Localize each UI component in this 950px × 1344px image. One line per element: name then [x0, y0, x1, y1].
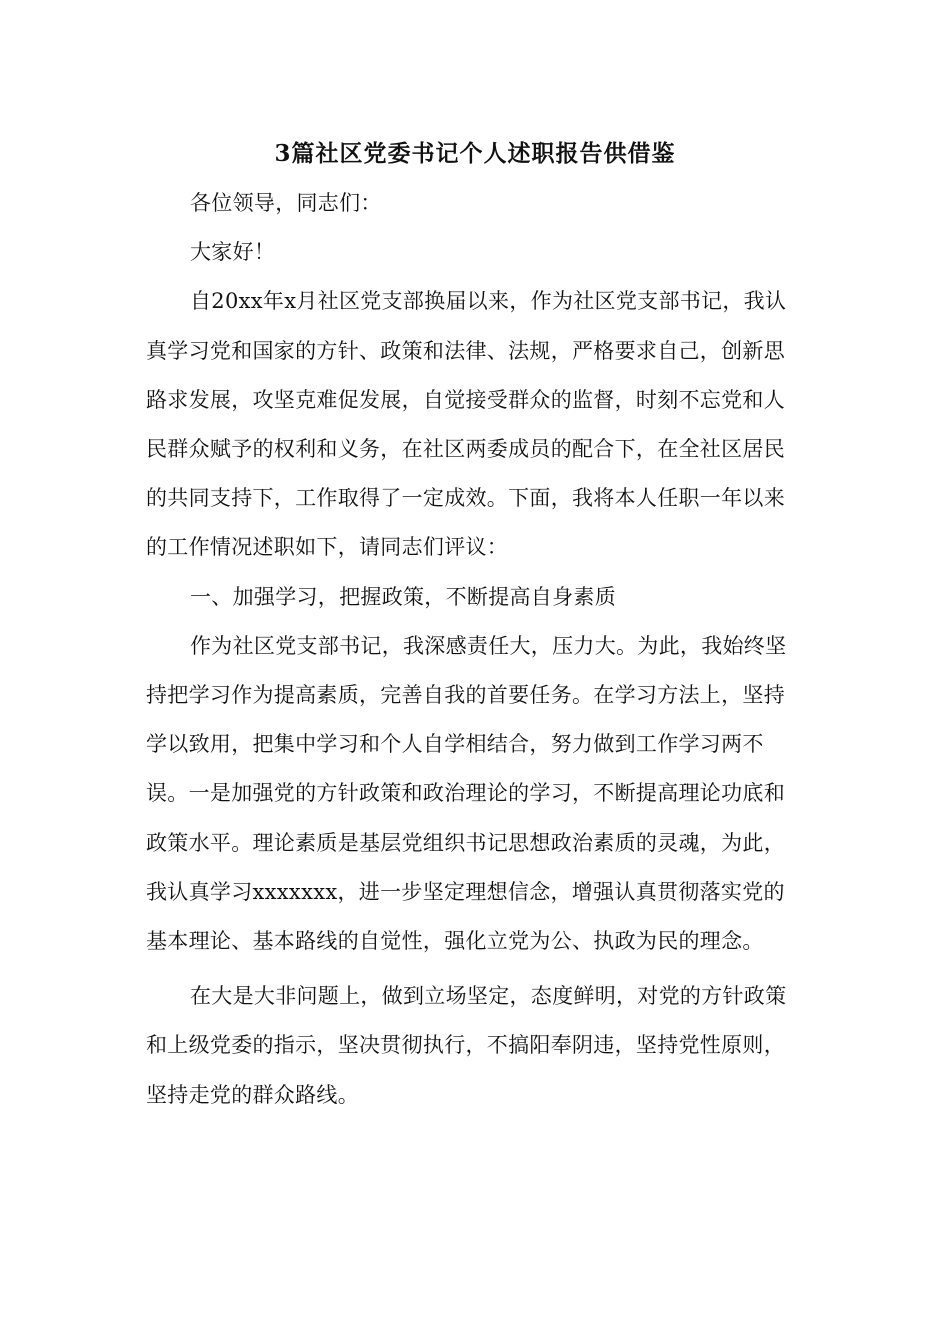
paragraph-study: 作为社区党支部书记，我深感责任大，压力大。为此，我始终坚持把学习作为提高素质，完善自我的首要任务。在学习方法上，坚持学以致用，把集中学习和个人自学相结合，努力做到工作学习两不误。一是加强党的方针政策和政治理论的学习，不断提高理论功底和政策水平。理论素质是基层党组织书记思想政治素质的灵魂，为此，我认真学习xxxxxxx，进一步坚定理想信念，增强认真贯彻落实党的基本理论、基本路线的自觉性，强化立党为公、执政为民的理念。	[146, 633, 787, 954]
document-title: 3篇社区党委书记个人述职报告供借鉴	[274, 140, 676, 167]
section-heading-1: 一、加强学习，把握政策，不断提高自身素质	[190, 584, 616, 609]
paragraph-stance: 在大是大非问题上，做到立场坚定，态度鲜明，对党的方针政策和上级党委的指示，坚决贯彻执行，不搞阳奉阴违，坚持党性原则，坚持走党的群众路线。	[146, 984, 787, 1107]
document-body	[146, 179, 806, 1120]
paragraph-intro: 自20xx年x月社区党支部换届以来，作为社区党支部书记，我认真学习党和国家的方针、政策和法律、法规，严格要求自己，创新思路求发展，攻坚克难促发展，自觉接受群众的监督，时刻不忘党和人民群众赋予的权利和义务，在社区两委成员的配合下，在全社区居民的共同支持下，工作取得了一定成效。下面，我将本人任职一年以来的工作情况述职如下，请同志们评议：	[146, 289, 787, 560]
paragraph-greeting: 大家好！	[190, 240, 276, 265]
paragraph-salutation: 各位领导，同志们：	[190, 191, 382, 215]
